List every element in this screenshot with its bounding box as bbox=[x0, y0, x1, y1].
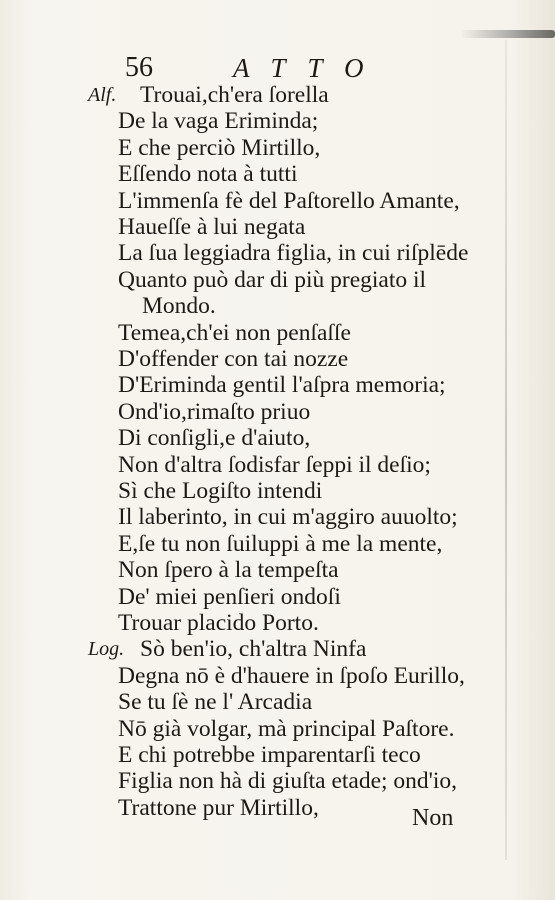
verse-line: Sì che Logiſto intendi bbox=[118, 478, 323, 504]
verse-line: De' miei penſieri ondoſi bbox=[118, 583, 341, 610]
verse-line: Di conſigli,e d'aiuto, bbox=[118, 425, 311, 452]
verse-line: Temea,ch'ei non penſaſſe bbox=[118, 319, 351, 346]
running-head: ATTO bbox=[233, 53, 386, 83]
verse-line: E che perciò Mirtillo, bbox=[118, 134, 321, 161]
page-gutter-line bbox=[505, 40, 507, 860]
verse-line: Sò ben'io, ch'altra Ninfa bbox=[140, 636, 367, 663]
verse-line: La ſua leggiadra figlia, in cui riſplēde bbox=[118, 240, 469, 267]
page-edge-shadow bbox=[460, 30, 555, 38]
verse-line: Ond'io,rimaſto priuo bbox=[118, 398, 311, 425]
verse-line: E chi potrebbe imparentarſi teco bbox=[118, 742, 421, 768]
verse-line: Trattone pur Mirtillo, bbox=[118, 794, 319, 821]
verse-line: Trouar placido Porto. bbox=[118, 610, 319, 636]
verse-line: D'offender con tai nozze bbox=[118, 346, 349, 372]
verse-line: Haueſſe à lui negata bbox=[118, 214, 306, 240]
verse-line: Non d'altra ſodisfar ſeppi il deſio; bbox=[118, 451, 431, 478]
verse-line: D'Eriminda gentil l'aſpra memoria; bbox=[118, 372, 446, 399]
verse-line: L'immenſa fè del Paſtorello Amante, bbox=[118, 187, 460, 214]
verse-line: Se tu ſè ne l' Arcadia bbox=[118, 689, 313, 716]
verse-line: De la vaga Eriminda; bbox=[118, 108, 319, 135]
verse-line: E,ſe tu non ſuiluppi à me la mente, bbox=[118, 530, 443, 557]
verse-line: Nō già volgar, mà principal Paſtore. bbox=[118, 715, 455, 742]
verse-line: Trouai,ch'era ſorella bbox=[140, 82, 329, 108]
speaker-label: Alf. bbox=[88, 84, 117, 106]
verse-line: Non ſpero à la tempeſta bbox=[118, 557, 339, 584]
verse-line: Figlia non hà di giuſta etade; ond'io, bbox=[118, 768, 458, 795]
verse-line: Degna nō è d'hauere in ſpoſo Eurillo, bbox=[118, 662, 465, 689]
speaker-label: Log. bbox=[88, 638, 125, 661]
catchword: Non bbox=[412, 805, 454, 831]
verse-line: Quanto può dar di più pregiato il bbox=[118, 266, 427, 293]
verse-line: Il laberinto, in cui m'aggiro auuolto; bbox=[118, 504, 458, 531]
page-number: 56 bbox=[125, 52, 153, 83]
verse-line: Mondo. bbox=[142, 293, 216, 320]
verse-line: Eſſendo nota à tutti bbox=[118, 161, 298, 188]
page-header bbox=[125, 50, 425, 86]
